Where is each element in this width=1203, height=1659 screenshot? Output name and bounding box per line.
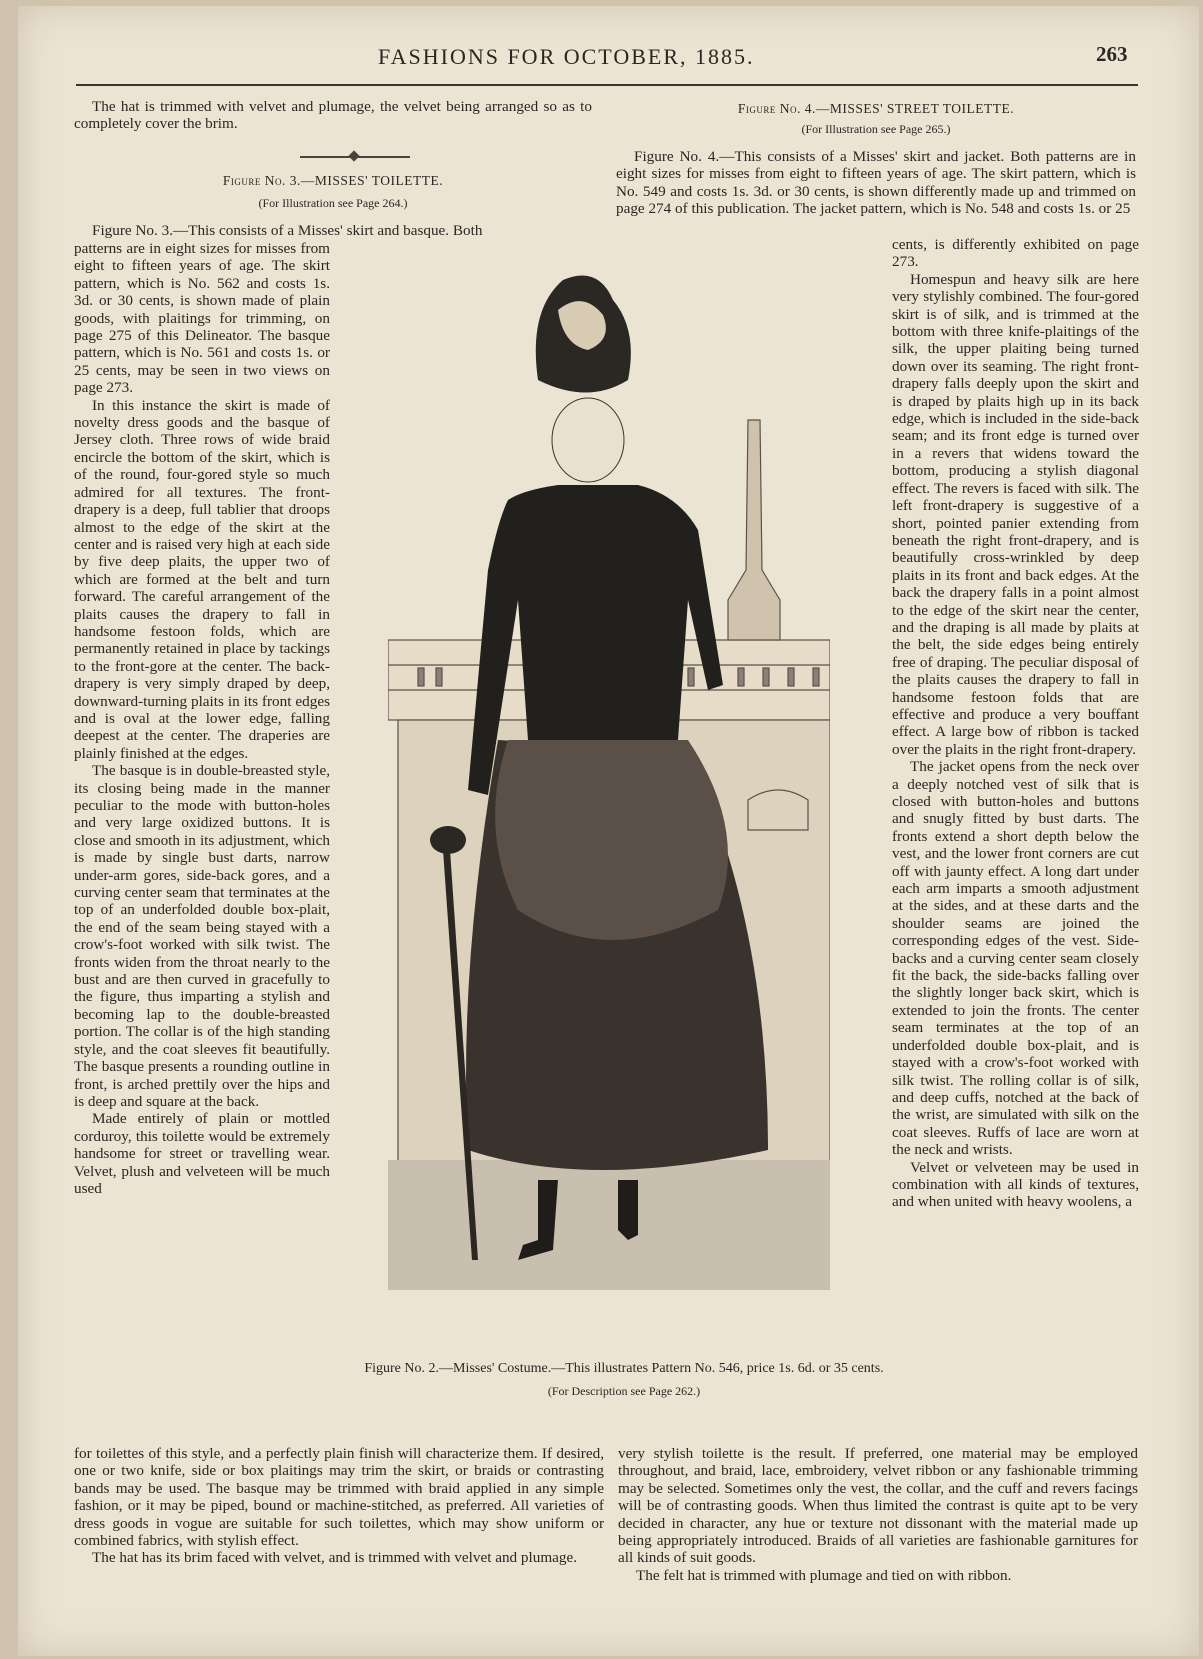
- fig4-heading: Figure No. 4.—MISSES' STREET TOILETTE.: [737, 101, 1015, 116]
- page-number: 263: [1096, 42, 1128, 66]
- intro-paragraph: The hat is trimmed with velvet and plumage, the velvet being arranged so as to completely cover the brim.: [74, 98, 592, 133]
- head-illustration: [552, 398, 624, 482]
- section-ornament: [300, 156, 410, 158]
- drapery-illustration: [495, 740, 728, 940]
- fig3-lead: Figure No. 3.—This consists of a Misses' skirt and basque. Both: [92, 222, 483, 239]
- right-boot-illustration: [618, 1180, 638, 1240]
- left-column: [74, 240, 330, 1197]
- fig4-heading-block: [616, 100, 1136, 139]
- page-title: FASHIONS FOR OCTOBER, 1885.: [378, 44, 755, 69]
- left-intro: [74, 98, 592, 133]
- fig4-subheading: (For Illustration see Page 265.): [801, 122, 951, 137]
- fig4-paragraph-5: The felt hat is trimmed with plumage and tied on with ribbon.: [636, 1566, 1012, 1584]
- fig4-lead-cont: cents, is differently exhibited on page 273.: [892, 236, 1139, 271]
- caption-main: Figure No. 2.—Misses' Costume.—This illustrates Pattern No. 546, price 1s. 6d. or 35 cents.: [364, 1361, 884, 1376]
- fig3-paragraph-3: The basque is in double-breasted style, its closing being made in the manner peculiar to the mode with button-holes and very large oxidized buttons. It is close and smooth in its adjustment, which is made by single bust darts, narrow under-arm gores, side-back gores, and a curving center seam that terminates at the top of an underfolded double box-plait, the end of the seam being stayed with a crow's-foot worked with silk twist. The fronts widen from the throat nearly to the bust and are then curved in gracefully to the figure, thus imparting a stylish and becoming lap to the double-breasted portion. The collar is of the high standing style, and the coat sleeves fit beautifully. The basque presents a rounding outline in front, is arched prettily over the hips and is deep and square at the back.: [74, 762, 330, 1110]
- costume-engraving: [388, 270, 830, 1352]
- fig4-paragraph-2: Homespun and heavy silk are here very stylishly combined. The four-gored skirt is of silk, and is trimmed at the bottom with three knife-plaitings of the silk, the upper plaiting being turned down over its seaming. The right front-drapery falls deeply upon the skirt and is draped by plaits high up in its back edge, which is included in the side-back seam; and its front edge is turned over in a revers that widens toward the bottom, producing a stylish diagonal effect. The revers is faced with silk. The left front-drapery is suggestive of a short, pointed panier extending from beneath the right front-drapery, and is beautifully cross-wrinkled by deep plaits in its front and back edges. At the back the drapery falls in a point almost to the edge of the skirt near the center, and the draping is all made by plaits at the belt, the side edges being entirely free of draping. The peculiar disposal of the plaits causes the drapery to fall in handsome festoon folds that are effective and produce a very bouffant effect. A large bow of ribbon is tacked over the plaits in the right front-drapery.: [892, 270, 1139, 758]
- fig3-lead-line: [74, 222, 592, 239]
- ground-shading: [388, 1160, 830, 1290]
- fig4-lead: Figure No. 4.—This consists of a Misses' skirt and jacket. Both patterns are in eight sizes for misses from eight to fifteen years of age. The skirt pattern, which is No. 549 and costs 1s. 3d. or 30 cents, is shown differently made up and trimmed on page 274 of this publication. The jacket pattern, which is No. 548 and costs 1s. or 25: [616, 148, 1136, 218]
- left-bottom: [74, 1445, 604, 1567]
- fig3-paragraph-1: patterns are in eight sizes for misses from eight to fifteen years of age. The skirt pattern, which is No. 562 and costs 1s. 3d. or 30 cents, is shown made of plain goods, with plaitings for trimming, on page 275 of this Delineator. The basque pattern, which is No. 561 and costs 1s. or 25 cents, may be seen in two views on page 273.: [74, 240, 330, 397]
- fig3-subheading: (For Illustration see Page 264.): [258, 196, 408, 211]
- fig4-paragraph-4: Velvet or velveteen may be used in combination with all kinds of textures, and when united with heavy woolens, a: [892, 1158, 1139, 1211]
- fig4-paragraph-4-cont: very stylish toilette is the result. If preferred, one material may be employed throughout, and braid, lace, embroidery, velvet ribbon or any fashionable trimming may be selected. Sometimes only the vest, the collar, and the cuff and revers facings will be of contrasting goods. When thus limited the contrast is quite apt to be very decided in character, any hue or texture not dissonant with the material made up being appropriately introduced. Braids of all varieties are fashionable garnitures for all kinds of suit goods.: [618, 1445, 1138, 1567]
- running-header: [0, 38, 1203, 78]
- header-rule: [76, 84, 1138, 86]
- figure-caption: [364, 1360, 884, 1400]
- fig3-paragraph-5: The hat has its brim faced with velvet, and is trimmed with velvet and plumage.: [92, 1549, 578, 1567]
- glove-illustration: [430, 826, 466, 854]
- fig3-paragraph-2: In this instance the skirt is made of novelty dress goods and the basque of Jersey cloth. Three rows of wide braid encircle the bottom of the skirt, which is of the round, four-gored style so much admired for all textures. The front-drapery is a deep, full tablier that droops almost to the edge of the skirt at the center and is raised very high at each side by five deep plaits, the upper two of which are formed at the belt and turn forward. The careful arrangement of the plaits causes the drapery to fall in handsome festoon folds, which are permanently retained in place by tackings to the front-gore at the center. The back-drapery is very simply draped by deep, downward-turning plaits in its front edges and is oval at the lower edge, falling deepest at the center. The draperies are plainly finished at the edges.: [74, 396, 330, 762]
- fig3-paragraph-4-cont: for toilettes of this style, and a perfectly plain finish will characterize them. If desired, one or two knife, side or box plaitings may trim the skirt, or braids or contrasting bands may be used. The basque may be trimmed with braid applied in any simple fashion, or it may be piped, bound or machine-stitched, as preferred. All varieties of dress goods in vogue are suitable for such toilettes, which may show uniform or combined fabrics, with stylish effect.: [74, 1445, 604, 1550]
- fig4-paragraph-3: The jacket opens from the neck over a deeply notched vest of silk that is closed with button-holes and buttons and snugly fitted by bust darts. The fronts extend a short depth below the vest, and the lower front corners are cut off with jaunty effect. A long dart under each arm imparts a smooth adjustment at the sides, and at these darts and the shoulder seams are joined the corresponding edges of the vest. Side-backs and a curving center seam closely fit the back, the side-backs falling over the slightly longer back skirt, which is extended to join the fronts. The center seam terminates at the top of an underfolded double box-plait, and is stayed with a crow's-foot worked with silk twist. The rolling collar is of silk, and deep cuffs, notched at the back of the wrist, are simulated with silk on the coat sleeves. Ruffs of lace are worn at the neck and wrists.: [892, 758, 1139, 1159]
- fig3-paragraph-4: Made entirely of plain or mottled corduroy, this toilette would be extremely handsome for street or travelling wear. Velvet, plush and velveteen will be much used: [74, 1110, 330, 1197]
- fig3-heading: Figure No. 3.—MISSES' TOILETTE.: [222, 173, 444, 188]
- caption-reference: (For Description see Page 262.): [547, 1384, 701, 1398]
- right-bottom: [618, 1445, 1138, 1584]
- fig3-heading-block: [74, 172, 592, 213]
- right-column: [892, 236, 1139, 1211]
- fig4-lead-block: [616, 148, 1136, 218]
